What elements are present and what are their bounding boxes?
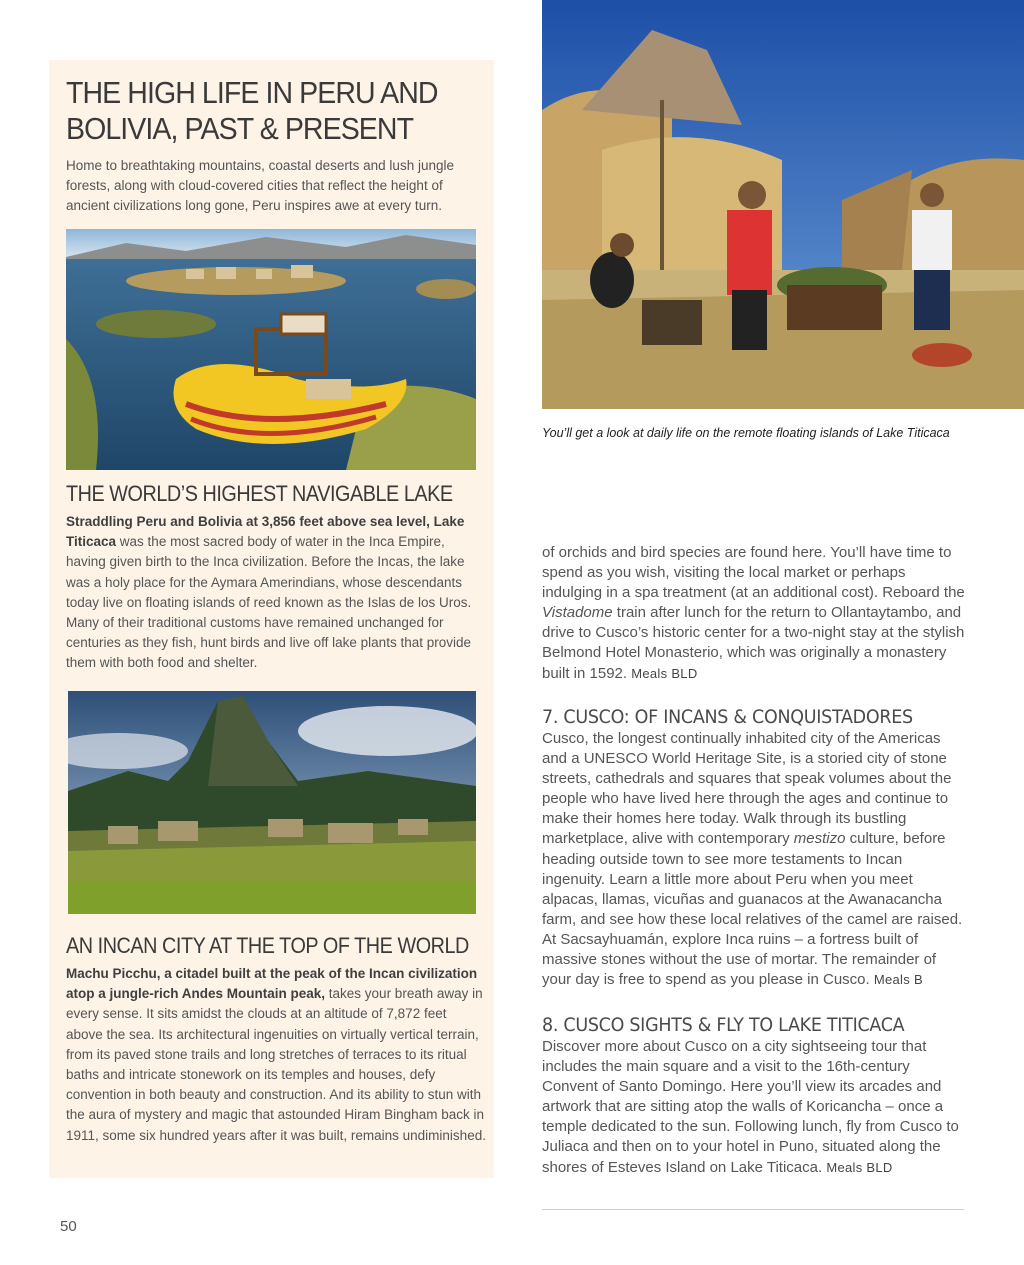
title-line-2: BOLIVIA, PAST & PRESENT [66,111,414,146]
machu-lead-text: Machu Picchu, a citadel built at the peak of the Incan civilization atop a jungle-rich Andes Mountain peak, [66,966,478,1002]
section-body-lake [66,512,486,674]
day7-text-a: Cusco, the longest continually inhabited city of the Americas and a UNESCO World Heritage Site, is a storied city of stone streets, cathedrals and squares that speak volumes about the people who have lived here through the ages and continue to make their homes here today. Walk through its bustling marketplace, alive with contemporary [542,730,952,848]
sidebar-title [66,75,489,147]
continued-text-a: of orchids and bird species are found here. You’ll have time to spend as you wish, visiting the local market or perhaps indulging in a spa treatment (at an additional cost). Reboard the [542,544,965,602]
uros-islands-photo [542,0,1024,409]
day8-text: Discover more about Cusco on a city sightseeing tour that includes the main square and a visit to the 16th-century Convent of Santo Domingo. Here you’ll view its arcades and artwork that are sitting atop the walls of Koricancha – once a temple dedicated to the sun. Following lunch, fly from Cusco to Juliaca and then on to your hotel in Puno, situated along the shores of Esteves Island on Lake Titicaca. [542,1038,959,1176]
lake-lead-text: Straddling Peru and Bolivia at 3,856 feet above sea level, Lake Titicaca [66,514,465,550]
meals-label: Meals BLD [631,665,698,681]
day7-heading: 7. CUSCO: OF INCANS & CONQUISTADORES [542,706,913,728]
continued-text-b: train after lunch for the return to Ollantaytambo, and drive to Cusco’s historic center for a two-night stay at the stylish Belmond Hotel Monasterio, which was originally a monastery built in 1592. [542,604,965,682]
sidebar-intro: Home to breathtaking mountains, coastal deserts and lush jungle forests, along with cloud-covered cities that reflect the height of ancient civilizations long gone, Peru inspires awe at every turn. [66,158,454,213]
section-heading-machu-picchu: AN INCAN CITY AT THE TOP OF THE WORLD [66,933,469,958]
day7-text-b: culture, before heading outside town to see more testaments to Incan ingenuity. Learn a little more about Peru when you meet alpacas, llamas, vicuñas and guanacos at the Awanacancha farm, and see how these local relatives of the camel are raised. At Sacsayhuamán, explore Inca ruins – a fortress built of massive stones without the use of mortar. The remainder of your day is free to spend as you please in Cusco. [542,830,963,989]
meals-label: Meals B [873,972,923,988]
title-line-1: THE HIGH LIFE IN PERU AND [66,75,438,110]
machu-picchu-photo [68,691,476,914]
section-heading-lake: THE WORLD’S HIGHEST NAVIGABLE LAKE [66,481,453,506]
day7-paragraph [542,729,967,990]
day8-heading: 8. CUSCO SIGHTS & FLY TO LAKE TITICACA [542,1014,905,1036]
section-body-machu-picchu [66,964,486,1146]
continued-italic: Vistadome [542,604,613,622]
footer-rule [542,1209,964,1210]
lake-body-text: was the most sacred body of water in the Inca Empire, having given birth to the Inca civilization. Before the Incas, the lake was a holy place for the Aymara Amerindians, whose descendants today live on floating islands of reed known as the Islas de los Uros. Many of their traditional customs have remained unchanged for centuries as they fish, hunt birds and live off lake plants that provide them with both food and shelter. [66,534,472,671]
lake-titicaca-photo [66,229,476,470]
photo-caption: You’ll get a look at daily life on the remote floating islands of Lake Titicaca [542,426,950,440]
day8-paragraph [542,1037,967,1178]
machu-body-text: takes your breath away in every sense. It sits amidst the clouds at an altitude of 7,872 feet above the sea. Its architectural ingenuities on virtually vertical terrain, from its paved stone trails and long stretches of terraces to its ritual baths and intricate stonework on its temples and houses, defy convention in both beauty and construction. And its ability to stun with the aura of mystery and magic that astounded Hiram Bingham back in 1911, some six hundred years after it was built, remains undiminished. [66,986,486,1143]
page-number: 50 [60,1218,77,1235]
day7-italic: mestizo [793,830,846,848]
meals-label: Meals BLD [826,1159,893,1175]
continued-paragraph [542,543,967,684]
